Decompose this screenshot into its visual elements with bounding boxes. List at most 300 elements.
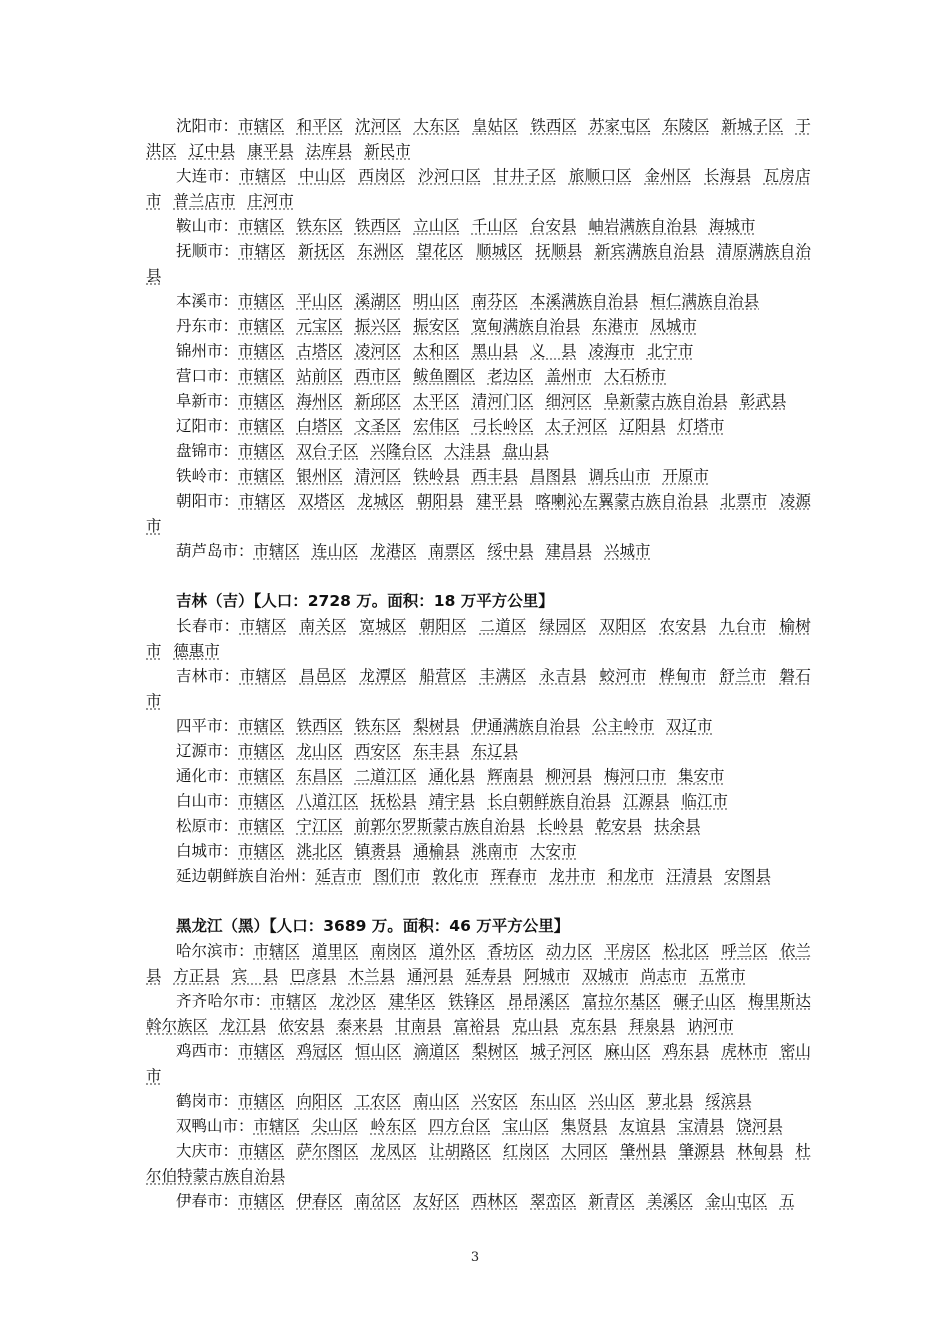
district-item: 甘井子区 — [493, 167, 557, 185]
district-item: 镇赉县 — [354, 842, 402, 860]
district-item: 龙港区 — [370, 542, 417, 560]
district-item: 和龙市 — [607, 867, 655, 885]
city-entry — [146, 764, 811, 789]
province-title: 吉林（吉）【人口：2728 万。面积：18 万平方公里】 — [176, 592, 554, 610]
district-item: 通河县 — [407, 967, 454, 985]
district-item: 集安市 — [677, 767, 725, 785]
district-item: 方正县 — [173, 967, 220, 985]
province-section — [146, 114, 811, 564]
district-item: 银州区 — [296, 467, 343, 485]
district-item: 龙潭区 — [359, 667, 408, 685]
district-item: 双台子区 — [296, 442, 359, 460]
district-item: 市辖区 — [238, 342, 285, 360]
city-entry — [146, 739, 811, 764]
district-item: 新青区 — [588, 1192, 636, 1210]
district-item: 平山区 — [296, 292, 343, 310]
district-item: 二道江区 — [354, 767, 417, 785]
city-name: 锦州市： — [176, 342, 239, 360]
city-name: 抚顺市： — [176, 242, 239, 260]
district-item: 柳河县 — [545, 767, 593, 785]
city-entry — [146, 1139, 811, 1189]
district-item: 新邱区 — [354, 392, 402, 410]
city-entry — [146, 714, 811, 739]
city-entry — [146, 364, 811, 389]
district-item: 台安县 — [530, 217, 577, 235]
district-item: 密山市 — [146, 1042, 811, 1085]
district-item: 市辖区 — [238, 1092, 285, 1110]
district-item: 洮南市 — [471, 842, 519, 860]
city-name: 哈尔滨市： — [176, 942, 254, 960]
district-item: 伊通满族自治县 — [471, 717, 581, 735]
district-item: 南岔区 — [354, 1192, 402, 1210]
district-item: 梨树区 — [472, 1042, 519, 1060]
city-entry — [146, 864, 811, 889]
city-name: 鹤岗市： — [176, 1092, 239, 1110]
district-item: 义 县 — [530, 342, 577, 360]
district-item: 元宝区 — [296, 317, 343, 335]
district-item: 调兵山市 — [588, 467, 651, 485]
city-entry — [146, 1039, 811, 1089]
district-item: 普兰店市 — [173, 192, 236, 210]
district-item: 望花区 — [416, 242, 464, 260]
city-entry — [146, 464, 811, 489]
district-item: 新民市 — [364, 142, 411, 160]
district-item: 敦化市 — [432, 867, 479, 885]
district-item: 辽中县 — [188, 142, 236, 160]
district-item: 新抚区 — [298, 242, 346, 260]
district-item: 克山县 — [512, 1017, 559, 1035]
district-item: 抚松县 — [370, 792, 417, 810]
city-entry — [146, 1114, 811, 1139]
district-item: 铁西区 — [354, 217, 402, 235]
city-entry — [146, 614, 811, 664]
district-item: 杜尔伯特蒙古族自治县 — [146, 1142, 811, 1185]
district-item: 通榆县 — [413, 842, 460, 860]
district-item: 讷河市 — [687, 1017, 734, 1035]
district-item: 洮北区 — [296, 842, 343, 860]
city-entry — [146, 489, 811, 539]
district-item: 市辖区 — [238, 442, 285, 460]
city-name: 大庆市： — [176, 1142, 239, 1160]
district-item: 明山区 — [413, 292, 460, 310]
city-entry — [146, 289, 811, 314]
district-item: 阜新蒙古族自治县 — [604, 392, 729, 410]
district-item: 海城市 — [708, 217, 756, 235]
district-item: 市辖区 — [253, 1117, 301, 1135]
district-item: 凌河区 — [354, 342, 402, 360]
district-item: 依兰县 — [146, 942, 811, 985]
district-item: 扶余县 — [654, 817, 701, 835]
district-item: 延寿县 — [465, 967, 513, 985]
district-item: 南芬区 — [471, 292, 519, 310]
city-entry — [146, 314, 811, 339]
district-item: 鲅鱼圈区 — [413, 367, 476, 385]
district-item: 清河区 — [354, 467, 402, 485]
city-entry — [146, 239, 811, 289]
district-item: 饶河县 — [736, 1117, 783, 1135]
district-item: 东丰县 — [413, 742, 460, 760]
district-item: 尚志市 — [640, 967, 688, 985]
district-item: 市辖区 — [253, 542, 301, 560]
district-item: 榆树市 — [146, 617, 811, 660]
district-item: 松北区 — [662, 942, 710, 960]
district-item: 双阳区 — [599, 617, 648, 635]
page-number: 3 — [470, 1250, 480, 1265]
district-item: 双城市 — [582, 967, 629, 985]
district-item: 北宁市 — [646, 342, 694, 360]
district-item: 东陵区 — [662, 117, 710, 135]
district-item: 大安市 — [530, 842, 577, 860]
district-item: 市辖区 — [239, 167, 287, 185]
district-item: 宾 县 — [231, 967, 279, 985]
district-item: 抚顺县 — [535, 242, 583, 260]
district-item: 萨尔图区 — [296, 1142, 359, 1160]
district-item: 四方台区 — [428, 1117, 491, 1135]
district-item: 建昌县 — [545, 542, 593, 560]
district-item: 梅河口市 — [604, 767, 667, 785]
city-name: 齐齐哈尔市： — [176, 992, 271, 1010]
district-item: 昂昂溪区 — [507, 992, 571, 1010]
district-item: 宁江区 — [296, 817, 343, 835]
district-item: 辽阳县 — [619, 417, 667, 435]
city-entry — [146, 789, 811, 814]
district-item: 绥中县 — [487, 542, 534, 560]
district-item: 长岭县 — [537, 817, 584, 835]
city-name: 葫芦岛市： — [176, 542, 254, 560]
district-item: 舒兰市 — [719, 667, 768, 685]
city-name: 白山市： — [176, 792, 239, 810]
district-item: 肇州县 — [620, 1142, 667, 1160]
district-item: 西安区 — [354, 742, 402, 760]
district-item: 金山屯区 — [705, 1192, 768, 1210]
district-item: 双辽市 — [666, 717, 713, 735]
district-item: 振兴区 — [354, 317, 402, 335]
district-item: 江源县 — [623, 792, 670, 810]
district-item: 太平区 — [413, 392, 460, 410]
district-item: 香坊区 — [487, 942, 535, 960]
district-item: 海州区 — [296, 392, 343, 410]
city-entry — [146, 439, 811, 464]
district-item: 安图县 — [724, 867, 771, 885]
city-name: 白城市： — [176, 842, 239, 860]
district-item: 盖州市 — [545, 367, 593, 385]
district-item: 皇姑区 — [472, 117, 519, 135]
district-item: 立山区 — [413, 217, 460, 235]
district-item: 让胡路区 — [429, 1142, 492, 1160]
district-item: 工农区 — [354, 1092, 402, 1110]
district-item: 红岗区 — [503, 1142, 550, 1160]
district-item: 市辖区 — [238, 417, 285, 435]
district-item: 凌源市 — [146, 492, 811, 535]
district-item: 长白朝鲜族自治县 — [487, 792, 612, 810]
city-entry — [146, 214, 811, 239]
district-item: 图们市 — [373, 867, 421, 885]
district-item: 金州区 — [644, 167, 692, 185]
district-item: 友谊县 — [619, 1117, 667, 1135]
district-item: 顺城区 — [476, 242, 524, 260]
district-item: 二道区 — [479, 617, 528, 635]
district-item: 市辖区 — [238, 292, 285, 310]
district-item: 于洪区 — [146, 117, 811, 160]
district-item: 市辖区 — [238, 742, 285, 760]
district-item: 市辖区 — [238, 317, 285, 335]
district-item: 东山区 — [530, 1092, 577, 1110]
district-item: 克东县 — [570, 1017, 617, 1035]
city-entry — [146, 1089, 811, 1114]
district-item: 农安县 — [659, 617, 708, 635]
district-item: 东昌区 — [296, 767, 343, 785]
district-item: 前郭尔罗斯蒙古族自治县 — [354, 817, 526, 835]
district-item: 大洼县 — [444, 442, 491, 460]
city-entry — [146, 114, 811, 164]
district-item: 道里区 — [312, 942, 359, 960]
district-item: 龙江县 — [219, 1017, 267, 1035]
district-item: 龙沙区 — [329, 992, 377, 1010]
district-item: 铁西区 — [296, 717, 343, 735]
district-item: 清原满族自治县 — [146, 242, 811, 285]
district-item: 珲春市 — [490, 867, 538, 885]
district-item: 东洲区 — [357, 242, 405, 260]
city-name: 鸡西市： — [176, 1042, 239, 1060]
district-item: 大东区 — [413, 117, 461, 135]
district-item: 延吉市 — [315, 867, 363, 885]
district-item: 九台市 — [719, 617, 768, 635]
city-entry — [146, 339, 811, 364]
district-item: 五 — [779, 1192, 795, 1210]
district-item: 细河区 — [545, 392, 593, 410]
district-item: 城子河区 — [530, 1042, 593, 1060]
district-item: 依安县 — [278, 1017, 325, 1035]
district-item: 盘山县 — [502, 442, 550, 460]
district-item: 伊春区 — [296, 1192, 343, 1210]
district-item: 德惠市 — [173, 642, 220, 660]
district-item: 龙凤区 — [370, 1142, 418, 1160]
district-item: 太子河区 — [545, 417, 608, 435]
district-item: 市辖区 — [238, 117, 285, 135]
district-item: 梅里斯达斡尔族区 — [146, 992, 811, 1035]
district-item: 绿园区 — [539, 617, 588, 635]
province-section — [146, 914, 811, 1214]
district-item: 桓仁满族自治县 — [650, 292, 760, 310]
district-item: 凌海市 — [588, 342, 636, 360]
city-name: 松原市： — [176, 817, 239, 835]
district-item: 弓长岭区 — [471, 417, 534, 435]
district-item: 连山区 — [311, 542, 359, 560]
district-item: 站前区 — [296, 367, 343, 385]
district-item: 清河门区 — [471, 392, 534, 410]
district-item: 喀喇沁左翼蒙古族自治县 — [535, 492, 709, 510]
district-item: 中山区 — [298, 167, 347, 185]
district-item: 新城子区 — [721, 117, 784, 135]
district-item: 铁东区 — [296, 217, 343, 235]
city-name: 朝阳市： — [176, 492, 239, 510]
city-name: 本溪市： — [176, 292, 239, 310]
district-item: 拜泉县 — [628, 1017, 676, 1035]
district-item: 鸡冠区 — [296, 1042, 344, 1060]
district-item: 溪湖区 — [354, 292, 402, 310]
district-item: 萝北县 — [646, 1092, 694, 1110]
district-item: 铁岭县 — [413, 467, 460, 485]
district-item: 本溪满族自治县 — [530, 292, 639, 310]
district-item: 大同区 — [561, 1142, 609, 1160]
district-item: 新宾满族自治县 — [594, 242, 705, 260]
city-name: 阜新市： — [176, 392, 239, 410]
city-entry — [146, 989, 811, 1039]
district-item: 市辖区 — [238, 1042, 285, 1060]
district-item: 平房区 — [604, 942, 652, 960]
district-item: 建华区 — [388, 992, 437, 1010]
district-item: 南关区 — [299, 617, 348, 635]
district-item: 集贤县 — [561, 1117, 608, 1135]
district-item: 西市区 — [354, 367, 402, 385]
district-item: 麻山区 — [604, 1042, 652, 1060]
district-item: 黑山县 — [471, 342, 519, 360]
district-item: 五常市 — [699, 967, 746, 985]
district-item: 兴隆台区 — [370, 442, 433, 460]
district-item: 木兰县 — [348, 967, 396, 985]
district-item: 开原市 — [662, 467, 709, 485]
district-item: 兴安区 — [471, 1092, 519, 1110]
city-name: 大连市： — [176, 167, 240, 185]
city-name: 鞍山市： — [176, 217, 239, 235]
district-item: 兴山区 — [588, 1092, 636, 1110]
district-item: 蛟河市 — [599, 667, 648, 685]
district-item: 凤城市 — [650, 317, 698, 335]
district-item: 昌图县 — [530, 467, 577, 485]
district-item: 绥滨县 — [705, 1092, 752, 1110]
district-item: 辉南县 — [487, 767, 534, 785]
district-item: 建平县 — [476, 492, 524, 510]
city-name: 沈阳市： — [176, 117, 239, 135]
district-item: 巴彦县 — [290, 967, 337, 985]
district-item: 康平县 — [247, 142, 294, 160]
district-item: 和平区 — [296, 117, 344, 135]
district-item: 呼兰区 — [721, 942, 769, 960]
district-item: 老边区 — [487, 367, 534, 385]
district-item: 昌邑区 — [299, 667, 348, 685]
district-item: 振安区 — [413, 317, 460, 335]
district-item: 长海县 — [704, 167, 752, 185]
city-entry — [146, 389, 811, 414]
district-item: 市辖区 — [238, 792, 285, 810]
city-name: 伊春市： — [176, 1192, 239, 1210]
district-item: 龙山区 — [296, 742, 343, 760]
district-item: 大石桥市 — [604, 367, 667, 385]
city-entry — [146, 539, 811, 564]
district-item: 法库县 — [305, 142, 353, 160]
district-item: 市辖区 — [253, 942, 301, 960]
district-item: 彰武县 — [739, 392, 787, 410]
district-item: 市辖区 — [239, 617, 288, 635]
district-item: 南岗区 — [370, 942, 418, 960]
city-name: 长春市： — [176, 617, 240, 635]
district-item: 宝清县 — [677, 1117, 725, 1135]
district-item: 白塔区 — [296, 417, 343, 435]
district-item: 市辖区 — [238, 1192, 285, 1210]
city-name: 通化市： — [176, 767, 239, 785]
district-item: 临江市 — [681, 792, 729, 810]
district-item: 宽城区 — [359, 617, 408, 635]
district-item: 朝阳区 — [419, 617, 468, 635]
district-item: 宏伟区 — [413, 417, 460, 435]
district-item: 恒山区 — [355, 1042, 402, 1060]
city-name: 辽源市： — [176, 742, 239, 760]
district-item: 朝阳县 — [416, 492, 464, 510]
district-item: 阿城市 — [523, 967, 571, 985]
district-item: 太和区 — [413, 342, 460, 360]
city-name: 延边朝鲜族自治州： — [176, 867, 316, 885]
district-item: 旅顺口区 — [568, 167, 633, 185]
district-item: 友好区 — [413, 1192, 460, 1210]
city-name: 辽阳市： — [176, 417, 239, 435]
district-item: 桦甸市 — [659, 667, 708, 685]
district-item: 市辖区 — [239, 667, 288, 685]
district-item: 宝山区 — [502, 1117, 550, 1135]
city-entry — [146, 939, 811, 989]
city-entry — [146, 1189, 811, 1214]
city-entry — [146, 839, 811, 864]
district-item: 岭东区 — [370, 1117, 417, 1135]
district-item: 市辖区 — [238, 1142, 285, 1160]
city-entry — [146, 664, 811, 714]
district-item: 双塔区 — [298, 492, 346, 510]
district-item: 靖宇县 — [428, 792, 476, 810]
district-item: 梨树县 — [413, 717, 460, 735]
city-name: 吉林市： — [176, 667, 240, 685]
district-item: 南山区 — [413, 1092, 460, 1110]
district-item: 宽甸满族自治县 — [471, 317, 581, 335]
district-item: 东港市 — [592, 317, 639, 335]
district-item: 文圣区 — [354, 417, 402, 435]
district-item: 永吉县 — [539, 667, 588, 685]
city-name: 营口市： — [176, 367, 239, 385]
district-item: 沈河区 — [355, 117, 402, 135]
district-item: 八道江区 — [296, 792, 359, 810]
city-entry — [146, 414, 811, 439]
district-item: 虎林市 — [721, 1042, 769, 1060]
district-item: 市辖区 — [238, 817, 285, 835]
district-item: 尖山区 — [311, 1117, 359, 1135]
district-item: 市辖区 — [238, 242, 287, 260]
district-item: 美溪区 — [646, 1192, 694, 1210]
district-item: 泰来县 — [336, 1017, 384, 1035]
district-item: 市辖区 — [238, 767, 285, 785]
district-item: 林甸县 — [736, 1142, 784, 1160]
city-name: 四平市： — [176, 717, 239, 735]
province-section — [146, 589, 811, 889]
city-entry — [146, 814, 811, 839]
district-item: 翠峦区 — [530, 1192, 577, 1210]
district-item: 市辖区 — [238, 842, 285, 860]
district-item: 富拉尔基区 — [582, 992, 662, 1010]
district-item: 市辖区 — [238, 217, 285, 235]
district-item: 灯塔市 — [677, 417, 725, 435]
district-item: 西林区 — [471, 1192, 519, 1210]
province-title: 黑龙江（黑）【人口：3689 万。面积：46 万平方公里】 — [176, 917, 570, 935]
district-item: 船营区 — [419, 667, 468, 685]
city-entry — [146, 164, 811, 214]
district-item: 古塔区 — [296, 342, 343, 360]
district-item: 苏家屯区 — [588, 117, 652, 135]
district-item: 龙井市 — [549, 867, 596, 885]
district-item: 市辖区 — [238, 367, 285, 385]
district-item: 向阳区 — [296, 1092, 343, 1110]
district-item: 龙城区 — [357, 492, 405, 510]
district-item: 肇源县 — [678, 1142, 726, 1160]
district-item: 西丰县 — [471, 467, 519, 485]
district-item: 铁锋区 — [448, 992, 496, 1010]
district-item: 市辖区 — [238, 467, 285, 485]
